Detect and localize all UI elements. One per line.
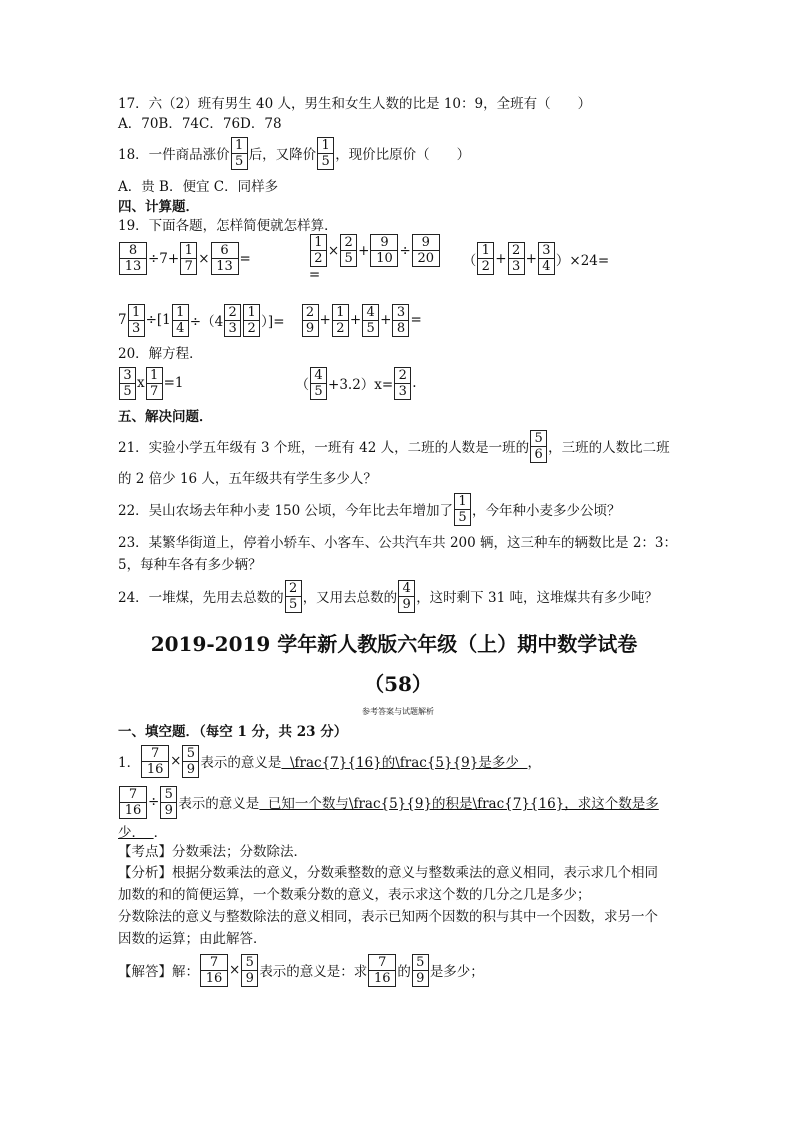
exam-title-number: （58） xyxy=(364,672,432,696)
fenxi-line-2: 加数的和的简便运算，一个数乘分数的意义，表示求这个数的几分之几是多少； xyxy=(118,887,591,903)
fraction: $\frac{1}{2}$ xyxy=(310,234,327,267)
question-23-line-2: 5，每种车各有多少辆？ xyxy=(118,557,262,573)
q18-text-2: 后，又降价 xyxy=(248,147,317,163)
fraction: $\frac{7}{16}$ xyxy=(119,786,147,819)
answer-1-line-3: 少． ． xyxy=(118,825,168,841)
fraction: $\frac{1}{2}$ xyxy=(332,304,349,337)
fraction: $\frac{1}{3}$ xyxy=(128,304,145,337)
question-18 xyxy=(118,132,678,174)
fraction: 1 2 xyxy=(477,242,494,275)
fraction: $\frac{1}{4}$ xyxy=(172,304,189,337)
section-heading-1: 一、填空题．（每空 1 分，共 23 分） xyxy=(118,724,348,740)
expression-5: 2 9 + $\frac{1}{2}$ + $\frac{4}{5}$ + $\frac{3}{8}$ = xyxy=(301,304,422,337)
question-24: 24．一堆煤，先用去总数的 2 5 ，又用去总数的 4 9 ，这时剩下 31 吨，这堆煤共有多少吨？ xyxy=(118,580,658,612)
question-23: 23．某繁华街道上，停着小轿车、小客车、公共汽车共 200 辆，这三种车的辆数比是 2：3： xyxy=(118,535,677,551)
question-20-equations xyxy=(118,362,678,404)
fraction: 1 5 xyxy=(454,493,471,526)
answer-blank-2: 已知一个数与\frac{5}{9}的积是\frac{7}{16}，求这个数是多 xyxy=(259,796,659,812)
fraction: $\frac{2}{5}$ xyxy=(340,234,357,267)
question-17 xyxy=(118,92,678,112)
fraction: 7 16 xyxy=(368,954,396,987)
question-17-options xyxy=(118,112,678,132)
fraction: $\frac{3}{8}$ xyxy=(392,304,409,337)
question-22: 22．吴山农场去年种小麦 150 公顷，今年比去年增加了 1 5 ，今年种小麦多少公顷？ xyxy=(118,493,621,525)
fraction: 1 5 xyxy=(317,137,334,170)
equation-2: （ 4 5 +3.2）x= $\frac{2}{3}$ . xyxy=(295,367,417,399)
q17-options: A．70B．74C．76D．78 xyxy=(118,116,282,132)
expression-4: 7 $\frac{1}{3}$ ÷[1 $\frac{1}{4}$ ÷（4 2 3 1 2 ）]= xyxy=(118,304,285,336)
answer-1-line-2: $\frac{7}{16}$ ÷ $\frac{5}{9}$ 表示的意义是 已知一个数与\frac{5}{9}的积是\frac{7}{16}，求这个数是多 xyxy=(118,782,678,822)
fenxi-line-4: 因数的运算；由此解答． xyxy=(118,931,267,947)
section-heading-4: 四、计算题． xyxy=(118,199,199,215)
exam-title: 2019-2019 学年新人教版六年级（上）期中数学试卷 xyxy=(150,632,638,656)
fraction: 4 9 xyxy=(398,580,415,613)
fraction: $\frac{9}{10}$ xyxy=(370,234,398,267)
jieda-tag: 【解答】 xyxy=(118,964,172,980)
fraction: 2 5 xyxy=(285,580,302,613)
fraction: $\frac{7}{16}$ xyxy=(200,954,228,987)
answer-1-line-1: 1． $\frac{7}{16}$ × $\frac{5}{9}$ 表示的意义是 \frac{7}{16}的\frac{5}{9}是多少 ， xyxy=(118,745,541,777)
fraction: 2 9 xyxy=(302,304,319,337)
fraction: 1 5 xyxy=(231,137,248,170)
fraction: 4 5 xyxy=(310,367,327,400)
question-19-row-1 xyxy=(118,234,678,298)
expression-2: $\frac{1}{2}$ × $\frac{2}{5}$ + $\frac{9}{10}$ ÷ $\frac{9}{20}$ = xyxy=(309,234,441,283)
fraction: $\frac{6}{13}$ xyxy=(211,242,239,275)
document-page xyxy=(118,92,678,992)
equation-1: 3 5 x $\frac{1}{7}$ =1 xyxy=(118,367,184,400)
fraction: 1 2 xyxy=(243,304,260,337)
fraction: $\frac{1}{7}$ xyxy=(180,242,197,275)
question-21-line-2: 的 2 倍少 16 人，五年级共有学生多少人？ xyxy=(118,471,377,487)
fraction: $\frac{7}{16}$ xyxy=(141,745,169,778)
fraction: 5 9 xyxy=(412,954,429,987)
q18-text-1: 18．一件商品涨价 xyxy=(118,147,230,163)
fraction: 2 3 xyxy=(224,304,241,337)
kaodian-line: 【考点】 分数乘法；分数除法． xyxy=(118,840,678,860)
q18-text-3: ，现价比原价（ ） xyxy=(335,147,471,163)
question-19-row-2 xyxy=(118,298,678,342)
fraction: $\frac{9}{20}$ xyxy=(412,234,440,267)
fraction: $\frac{2}{3}$ xyxy=(508,242,525,275)
fraction: $\frac{5}{9}$ xyxy=(241,954,258,987)
kaodian-tag: 【考点】 xyxy=(118,844,172,860)
fraction: $\frac{4}{5}$ xyxy=(362,304,379,337)
section-heading-5: 五、解决问题． xyxy=(118,409,213,425)
fraction: $\frac{3}{4}$ xyxy=(538,242,555,275)
question-21: 21．实验小学五年级有 3 个班，一班有 42 人，二班的人数是一班的 5 6 ，三班的人数比二班 xyxy=(118,430,670,462)
fenxi-line-3: 分数除法的意义与整数除法的意义相同，表示已知两个因数的积与其中一个因数，求另一个 xyxy=(118,909,658,925)
expression-1: $\frac{8}{13}$ ÷7+ $\frac{1}{7}$ × $\frac{6}{13}$ = xyxy=(118,242,251,275)
fraction: $\frac{5}{9}$ xyxy=(160,786,177,819)
q18-options: A．贵 B．便宜 C．同样多 xyxy=(118,179,279,195)
fraction: $\frac{2}{3}$ xyxy=(394,367,411,400)
fraction: 3 5 xyxy=(119,367,136,400)
answer-blank-1: \frac{7}{16}的\frac{5}{9}是多少 xyxy=(281,755,528,771)
question-19-stem: 19．下面各题，怎样简便就怎样算． xyxy=(118,218,338,234)
fenxi-tag: 【分析】 xyxy=(118,865,172,881)
expression-3: （ 1 2 + $\frac{2}{3}$ + $\frac{3}{4}$ ）×24= xyxy=(462,243,610,274)
fraction: $\frac{8}{13}$ xyxy=(119,242,147,275)
fraction: $\frac{1}{7}$ xyxy=(146,367,163,400)
question-20-stem: 20．解方程． xyxy=(118,346,203,362)
q17-text: 17．六（2）班有男生 40 人，男生和女生人数的比是 10：9，全班有（ ） xyxy=(118,96,592,112)
jieda-line: 【解答】 解： $\frac{7}{16}$ × $\frac{5}{9}$ 表示的意义是：求 7 16 的 5 9 是多少； xyxy=(118,954,484,986)
answer-subtitle: 参考答案与试题解析 xyxy=(362,707,434,716)
fraction: 5 6 xyxy=(530,430,547,463)
fraction: $\frac{5}{9}$ xyxy=(182,745,199,778)
fenxi-line-1: 【分析】 根据分数乘法的意义，分数乘整数的意义与整数乘法的意义相同，表示求几个相同 xyxy=(118,860,678,882)
question-18-options xyxy=(118,174,678,196)
